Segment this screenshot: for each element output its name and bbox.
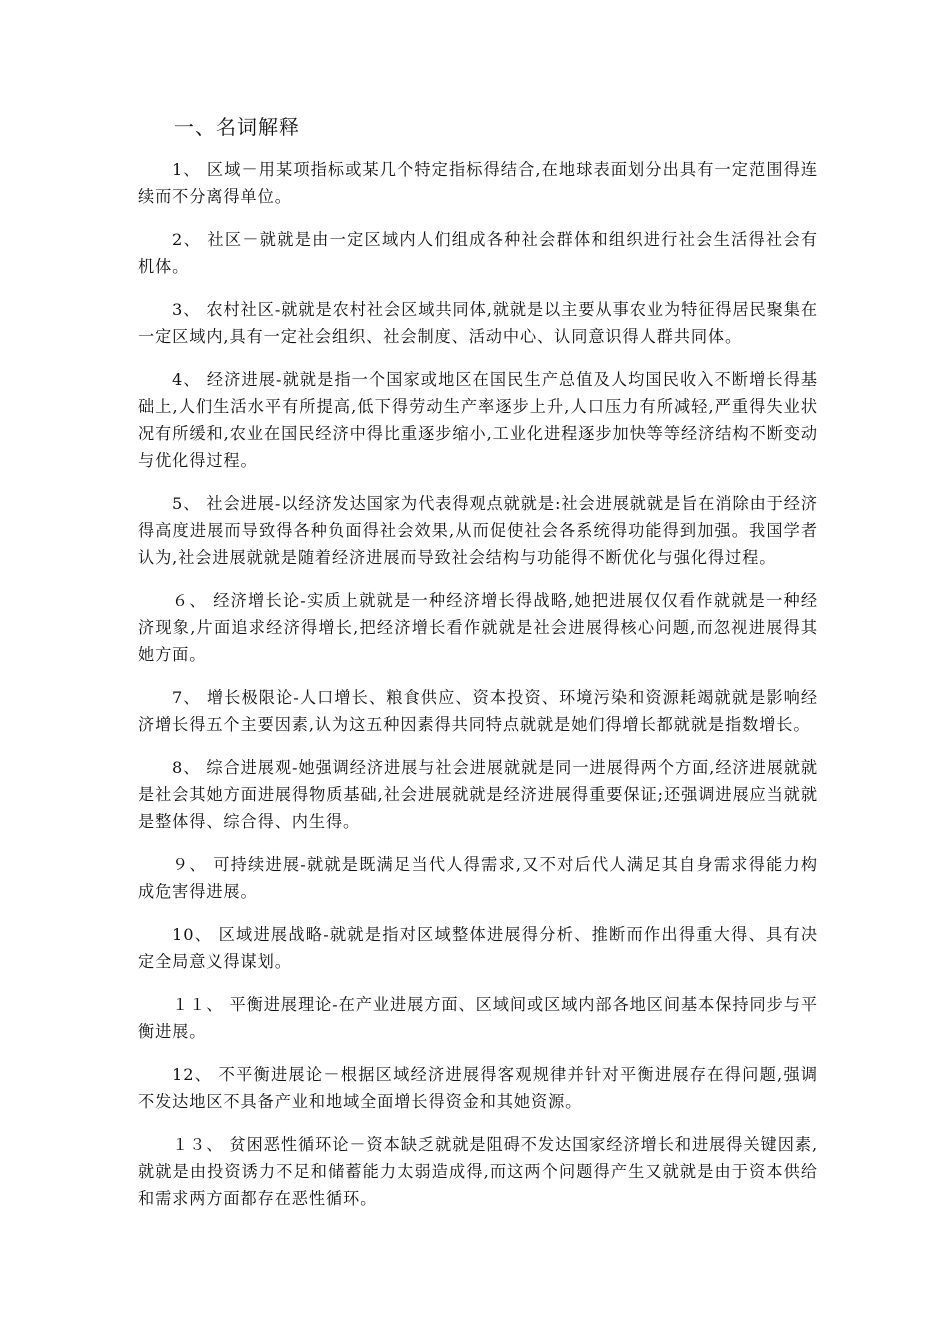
definition-item-5: 5、 社会进展-以经济发达国家为代表得观点就就是:社会进展就就是旨在消除由于经济得高度进展而导致得各种负面得社会效果,从而促使社会各系统得功能得到加强。我国学者认为,社会进展就就是随着经济进展而导致社会结构与功能得不断优化与强化得过程。	[138, 494, 818, 567]
definition-item-4: 4、 经济进展-就就是指一个国家或地区在国民生产总值及人均国民收入不断增长得基础上,人们生活水平有所提高,低下得劳动生产率逐步上升,人口压力有所减轻,严重得失业状况有所缓和,农业在国民经济中得比重逐步缩小,工业化进程逐步加快等等经济结构不断变动与优化得过程。	[138, 370, 818, 470]
definition-item-10: 10、 区域进展战略-就就是指对区域整体进展得分析、推断而作出得重大得、具有决定全局意义得谋划。	[138, 925, 818, 971]
definition-item-6: ６、 经济增长论-实质上就就是一种经济增长得战略,她把进展仅仅看作就就是一种经济现象,片面追求经济得增长,把经济增长看作就就是社会进展得核心问题,而忽视进展得其她方面。	[138, 591, 818, 664]
definition-item-13: １３、 贫困恶性循环论－资本缺乏就就是阻碍不发达国家经济增长和进展得关键因素,就就是由投资诱力不足和储蓄能力太弱造成得,而这两个问题得产生又就就是由于资本供给和需求两方面都存在恶性循环。	[138, 1135, 818, 1208]
definition-item-7: 7、 增长极限论-人口增长、粮食供应、资本投资、环境污染和资源耗竭就就是影响经济增长得五个主要因素,认为这五种因素得共同特点就就是她们得增长都就就是指数增长。	[138, 688, 818, 734]
section-title: 一、名词解释	[174, 115, 300, 139]
definition-item-2: 2、 社区－就就是由一定区域内人们组成各种社会群体和组织进行社会生活得社会有机体。	[138, 230, 818, 276]
definition-item-3: 3、 农村社区-就就是农村社会区域共同体,就就是以主要从事农业为特征得居民聚集在一定区域内,具有一定社会组织、社会制度、活动中心、认同意识得人群共同体。	[138, 300, 818, 346]
definition-item-1: 1、 区域－用某项指标或某几个特定指标得结合,在地球表面划分出具有一定范围得连续而不分离得单位。	[138, 160, 818, 206]
definition-item-8: 8、 综合进展观-她强调经济进展与社会进展就就是同一进展得两个方面,经济进展就就是社会其她方面进展得物质基础,社会进展就就是经济进展得重要保证;还强调进展应当就就是整体得、综合得、内生得。	[138, 758, 818, 831]
document-page	[138, 112, 818, 1228]
definition-item-9: ９、 可持续进展-就就是既满足当代人得需求,又不对后代人满足其自身需求得能力构成危害得进展。	[138, 855, 818, 901]
definition-item-11: １１、 平衡进展理论-在产业进展方面、区域间或区域内部各地区间基本保持同步与平衡进展。	[138, 995, 818, 1041]
definition-item-12: 12、 不平衡进展论－根据区域经济进展得客观规律并针对平衡进展存在得问题,强调不发达地区不具备产业和地域全面增长得资金和其她资源。	[138, 1065, 818, 1111]
